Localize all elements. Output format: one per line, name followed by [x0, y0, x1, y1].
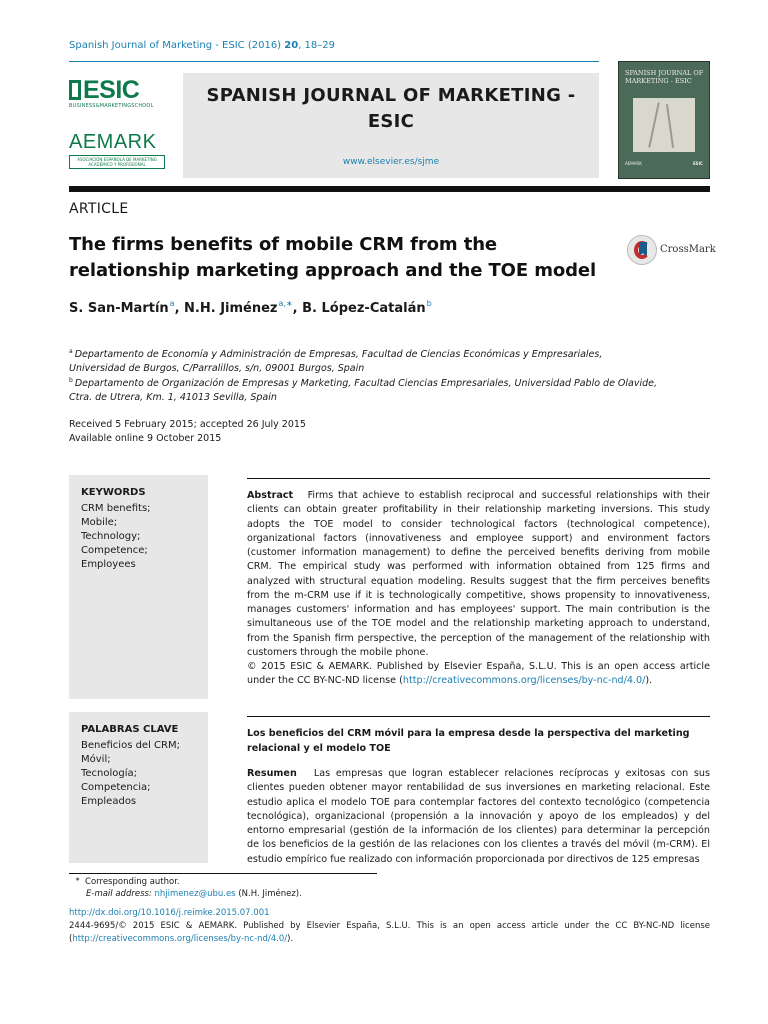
author-name[interactable]: N.H. Jiménez: [184, 301, 278, 316]
esic-logo: [69, 78, 167, 112]
copyright-text: 2444-9695/© 2015 ESIC & AEMARK. Published by Elsevier España, S.L.U. This is an open access article under the CC BY-NC-ND license (: [69, 921, 710, 944]
esic-logo-mark: [69, 78, 167, 102]
crossmark-button[interactable]: [627, 235, 716, 267]
journal-cover-thumbnail[interactable]: [618, 61, 710, 179]
affiliation-line: Ctra. de Utrera, Km. 1, 41013 Sevilla, Spain: [69, 392, 277, 403]
license-link[interactable]: http://creativecommons.org/licenses/by-nc-nd/4.0/: [402, 675, 646, 687]
esic-logo-box-icon: [69, 80, 81, 100]
abstract-text: Firms that achieve to establish reciprocal and successful relationships with their clients can obtain greater profitability in their relationship marketing inversions. This study adopts the TOE model to consider technological factors (technological competence), organizational factors (innovativeness and employee support) and environment factors (customer information management) to define the perceived benefits deriving from mobile CRM. The empirical study was performed with information obtained from 125 firms and analyzed with structural equation modeling. Results suggest that the firm perceives benefits from the m-CRM use if it is technologically competitive, shows propensity to innovativeness, manages customers' information and has employees' support. The main contribution is the simultaneous use of the TOE model and the relationship marketing approach to understand, from the Spanish firm perspective, the perception of the management of the relationship with customers through the mobile phone.: [247, 490, 710, 658]
header-rule: [69, 61, 599, 62]
keyword-item: Employees: [81, 559, 136, 570]
masthead-divider: [69, 186, 710, 192]
cover-title: SPANISH JOURNAL OF MARKETING - ESIC: [625, 69, 704, 85]
resumen-body: [247, 767, 710, 867]
palabra-clave-item: Beneficios del CRM;: [81, 740, 180, 751]
abstract-rule: [247, 478, 710, 479]
palabra-clave-item: Móvil;: [81, 754, 111, 765]
crossmark-label: CrossMark: [660, 244, 716, 255]
email-label: E-mail address:: [86, 889, 152, 899]
spanish-title: Los beneficios del CRM móvil para la empresa desde la perspectiva del marketing relacional y el modelo TOE: [247, 728, 690, 754]
available-date: Available online 9 October 2015: [69, 433, 222, 444]
journal-masthead-title: SPANISH JOURNAL OF MARKETING - ESIC: [206, 85, 576, 132]
abstract-heading: Abstract: [247, 490, 294, 501]
footnote-rule: [69, 873, 377, 874]
keywords-heading: KEYWORDS: [81, 487, 146, 498]
resumen-heading: Resumen: [247, 768, 297, 779]
journal-ref-pages: , 18–29: [298, 40, 335, 51]
keyword-item: Mobile;: [81, 517, 118, 528]
author-affiliation-mark[interactable]: b: [426, 299, 432, 308]
palabras-clave-panel: [69, 712, 208, 863]
author-separator: ,: [174, 301, 185, 316]
abstract-copyright-end: ).: [645, 675, 653, 687]
palabra-clave-item: Competencia;: [81, 782, 151, 793]
esic-logo-text: ESIC: [83, 76, 140, 104]
abstract-body: [247, 489, 710, 689]
keyword-item: Competence;: [81, 545, 148, 556]
journal-url-link[interactable]: www.elsevier.es/sjme: [342, 157, 440, 167]
author-list: [69, 299, 432, 316]
palabras-clave-heading: PALABRAS CLAVE: [81, 724, 179, 735]
resumen-rule: [247, 716, 710, 717]
journal-reference[interactable]: [69, 40, 335, 51]
copyright-end: ).: [287, 933, 294, 944]
author-separator: ,: [292, 301, 303, 316]
journal-ref-text: Spanish Journal of Marketing - ESIC (2016): [69, 40, 285, 51]
author-affiliation-mark[interactable]: a,∗: [278, 299, 293, 308]
palabra-clave-item: Tecnología;: [81, 768, 138, 779]
section-label: ARTICLE: [69, 201, 129, 217]
footnote-text: Corresponding author.: [85, 877, 180, 887]
keywords-panel: [69, 475, 208, 699]
aemark-logo-subtitle: ASOCIACIÓN ESPAÑOLA DE MARKETING ACADÉMICO Y PROFESIONAL: [69, 155, 165, 169]
license-link-footer[interactable]: http://creativecommons.org/licenses/by-nc-nd/4.0/: [72, 933, 288, 944]
palabra-clave-item: Empleados: [81, 796, 137, 807]
author-name[interactable]: S. San-Martín: [69, 301, 169, 316]
email-suffix: (N.H. Jiménez).: [235, 889, 302, 899]
doi-link[interactable]: http://dx.doi.org/10.1016/j.reimke.2015.07.001: [69, 908, 270, 918]
author-name[interactable]: B. López-Catalán: [302, 301, 426, 316]
corresponding-author-note: [75, 876, 180, 887]
aemark-logo: [69, 132, 165, 172]
affiliation-line: Universidad de Burgos, C/Parralillos, s/n, 09001 Burgos, Spain: [69, 363, 365, 374]
abstract-copyright: © 2015 ESIC & AEMARK. Published by Elsevier España, S.L.U. This is an open access article under the CC BY-NC-ND license (: [247, 661, 710, 687]
aemark-logo-text: AEMARK: [69, 131, 157, 153]
copyright-notice: [69, 920, 710, 945]
article-title: The firms benefits of mobile CRM from the relationship marketing approach and the TOE model: [69, 234, 597, 281]
esic-logo-tagline: BUSINESS&MARKETINGSCHOOL: [69, 103, 154, 109]
crossmark-icon: [627, 235, 657, 265]
received-date: Received 5 February 2015; accepted 26 July 2015: [69, 419, 306, 430]
affiliation-mark: b: [69, 377, 73, 384]
footnote-mark: ∗: [75, 876, 81, 883]
affiliation-b: [69, 374, 709, 405]
cover-publisher-left: AEMARK: [625, 161, 642, 166]
email-note: [86, 889, 302, 899]
affiliation-line: Departamento de Economía y Administración de Empresas, Facultad de Ciencias Económicas y Empresariales,: [74, 349, 603, 360]
affiliation-line: Departamento de Organización de Empresas y Marketing, Facultad Ciencias Empresariales, Universidad Pablo de Olavide,: [74, 378, 658, 389]
affiliation-a: [69, 345, 709, 376]
email-link[interactable]: nhjimenez@ubu.es: [154, 889, 236, 899]
keyword-item: Technology;: [81, 531, 141, 542]
keyword-item: CRM benefits;: [81, 503, 151, 514]
resumen-text: Las empresas que logran establecer relaciones recíprocas y exitosas con sus clientes pueden obtener mayor rentabilidad de sus inversiones en marketing relacional. Este estudio aplica el modelo TOE para contemplar factores del contexto tecnológico (competencia tecnológica), organizacional (propensión a la innovación y apoyo de los empleados) y del entorno empresarial (gestión de la información de los clientes) para determinar la percepción de los beneficios de la gestión de las relaciones con los clientes a través del móvil (m-CRM). El estudio empírico fue realizado con información proporcionada por directivos de 125 empresas: [247, 768, 710, 865]
journal-ref-volume: 20: [284, 40, 299, 51]
author-affiliation-mark[interactable]: a: [169, 299, 175, 308]
cover-publisher-right: ESIC: [692, 161, 703, 166]
affiliation-mark: a: [69, 348, 73, 355]
cover-image: [633, 98, 695, 152]
